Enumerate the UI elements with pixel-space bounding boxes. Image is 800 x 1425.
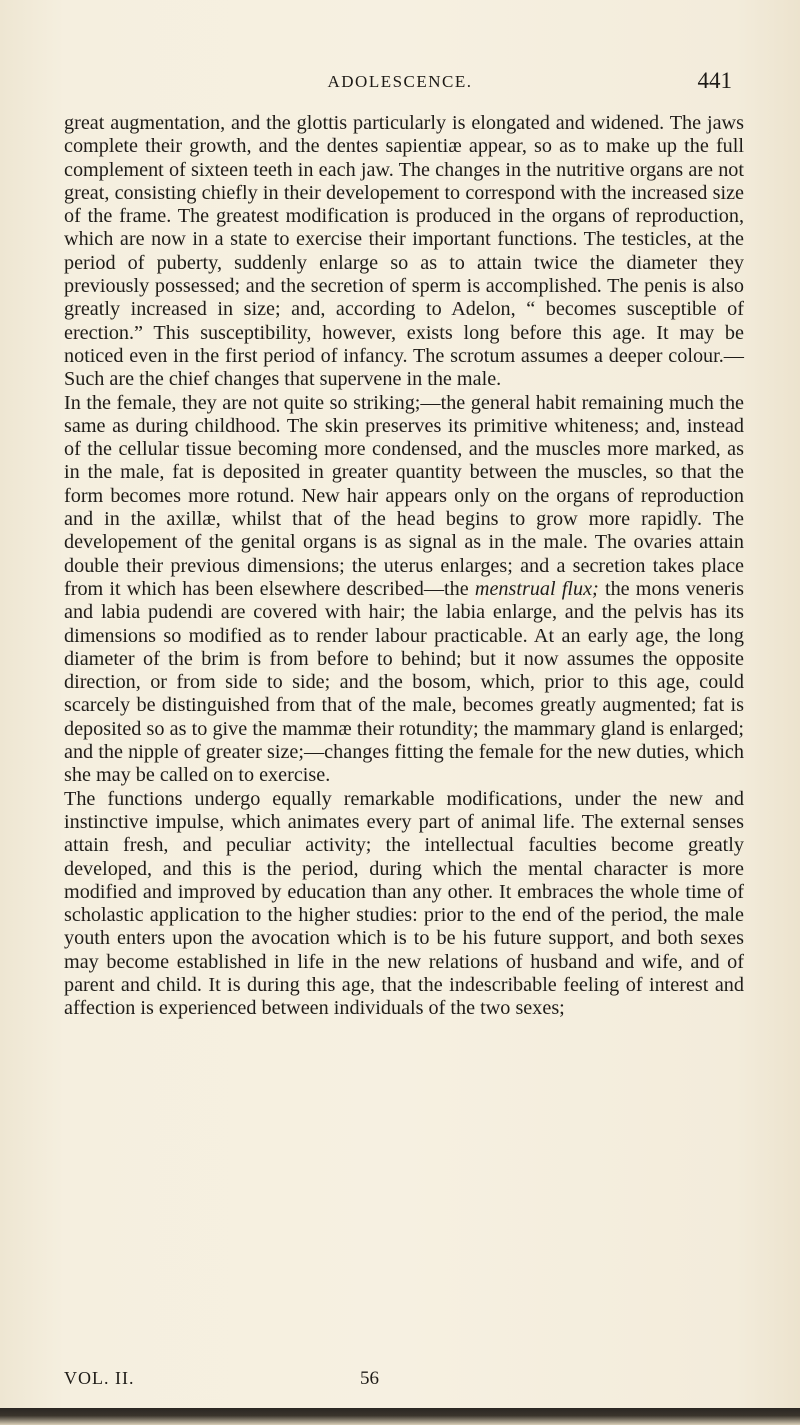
volume-label: VOL. II. — [64, 1368, 135, 1388]
italic-term: menstrual flux; — [474, 577, 599, 600]
page-footer — [64, 1368, 744, 1394]
paragraph-2 — [64, 392, 744, 788]
paragraph-text: In the female, they are not quite so striking;—the general habit remaining much the same as during childhood. The skin preserves its primitive whiteness; and, instead of the cellular tissue becoming more condensed, and the muscles more marked, as in the male, fat is deposited in greater quantity between the muscles, so that the form becomes more rotund. New hair appears only on the organs of reproduction and in the axillæ, whilst that of the head begins to grow more rapidly. The developement of the genital organs is as signal as in the male. The ovaries attain double their previous dimensions; the uterus enlarges; and a secretion takes place from it which has been elsewhere described—the — [64, 391, 744, 600]
signature-mark: 56 — [360, 1368, 379, 1389]
paragraph-1 — [64, 112, 744, 392]
paragraph-3 — [64, 788, 744, 1021]
running-head: ADOLESCENCE. — [327, 72, 473, 91]
page-bottom-edge — [0, 1408, 800, 1425]
page-number: 441 — [697, 68, 732, 93]
paragraph-text: great augmentation, and the glottis particularly is elongated and widened. The jaws complete their growth, and the dentes sapientiæ appear, so as to make up the full complement of sixteen teeth in each jaw. The changes in the nutritive organs are not great, consisting chiefly in their developement to correspond with the increased size of the frame. The greatest modification is produced in the organs of reproduction, which are now in a state to exercise their important functions. The testicles, at the period of puberty, suddenly enlarge so as to attain twice the diameter they previously possessed; and the secretion of sperm is accomplished. The penis is also greatly increased in size; and, according to Adelon, “ becomes susceptible of erection.” This susceptibility, however, exists long before this age. It may be noticed even in the first period of infancy. The scrotum assumes a deeper colour.—Such are the chief changes that supervene in the male. — [64, 112, 744, 391]
paragraph-text: the mons veneris and labia pudendi are covered with hair; the labia enlarge, and the pelvis has its dimensions so modified as to render labour practicable. At an early age, the long diameter of the brim is from before to behind; but it now assumes the opposite direction, or from side to side; and the bosom, which, prior to this age, could scarcely be distinguished from that of the male, becomes greatly augmented; fat is deposited so as to give the mammæ their rotundity; the mammary gland is enlarged; and the nipple of greater size;—changes fitting the female for the new duties, which she may be called on to exercise. — [64, 577, 744, 787]
paragraph-text: The functions undergo equally remarkable modifications, under the new and instinctive impulse, which animates every part of animal life. The external senses attain fresh, and peculiar activity; the intellectual faculties become greatly developed, and this is the period, during which the mental character is more modified and improved by education than any other. It embraces the whole time of scholastic application to the higher studies: prior to the end of the period, the male youth enters upon the avocation which is to be his future support, and both sexes may become established in life in the new relations of husband and wife, and of parent and child. It is during this age, that the indescribable feeling of interest and affection is experienced between individuals of the two sexes; — [64, 787, 744, 1020]
page-header — [56, 68, 744, 102]
body-text — [64, 112, 744, 1021]
